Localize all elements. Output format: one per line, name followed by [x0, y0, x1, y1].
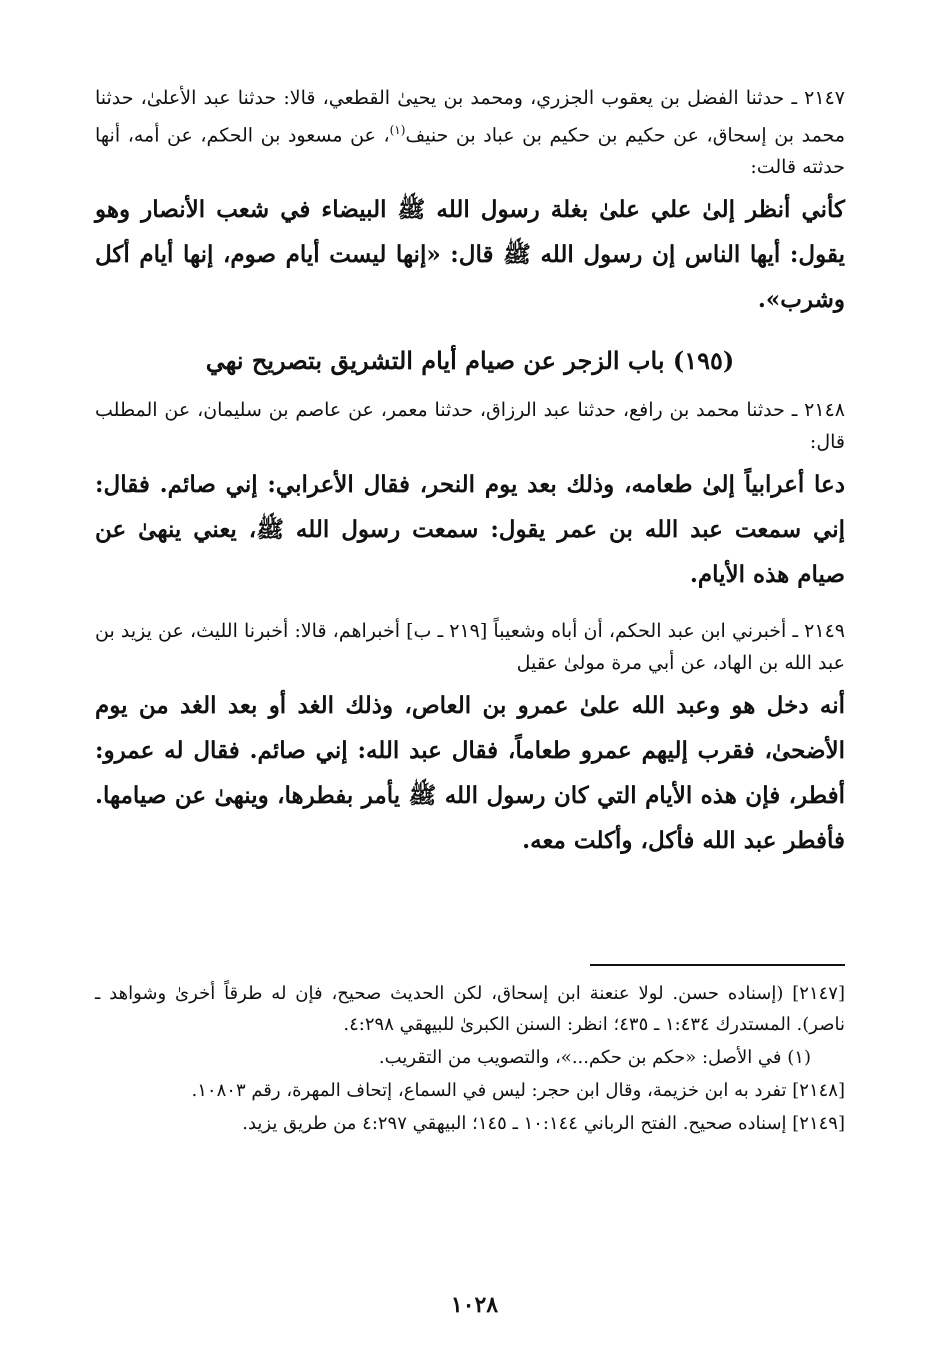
footnote-2148: [٢١٤٨] تفرد به ابن خزيمة، وقال ابن حجر: ليس في السماع، إتحاف المهرة، رقم ١٠٨٠٣.	[191, 1080, 845, 1101]
footnotes	[95, 978, 845, 1141]
main-text	[95, 82, 845, 881]
footnote-2149: [٢١٤٩] إسناده صحيح. الفتح الرباني ١٠:١٤٤ ـ ١٤٥؛ البيهقي ٤:٢٩٧ من طريق يزيد.	[242, 1113, 845, 1134]
hadith-2147-isnad	[95, 82, 845, 183]
hadith-2148-matn: دعا أعرابياً إلىٰ طعامه، وذلك بعد يوم النحر، فقال الأعرابي: إني صائم. فقال: إني سمعت عبد الله بن عمر يقول: سمعت رسول الله ﷺ، يعني ينهىٰ عن صيام هذه الأيام.	[95, 471, 845, 589]
footnote-divider	[590, 964, 845, 966]
footnote-marker-1: (١)	[389, 123, 406, 137]
page-number: ١٠٢٨	[450, 1292, 499, 1318]
chapter-heading: (١٩٥) باب الزجر عن صيام أيام التشريق بتصريح نهي	[205, 346, 735, 376]
footnote-1: (١) في الأصل: «حكم بن حكم...»، والتصويب من التقريب.	[378, 1047, 811, 1068]
footnote-2147: [٢١٤٧] (إسناده حسن. لولا عنعنة ابن إسحاق، لكن الحديث صحيح، فإن له طرقاً أخرىٰ وشواهد ـ ناصر). المستدرك ١:٤٣٤ ـ ٤٣٥؛ انظر: السنن الكبرىٰ للبيهقي ٤:٢٩٨.	[95, 983, 845, 1035]
hadith-2147-isnad-post: ، عن مسعود بن الحكم، عن أمه، أنها حدثته قالت:	[95, 124, 845, 179]
hadith-2149-isnad: ٢١٤٩ ـ أخبرني ابن عبد الحكم، أن أباه وشعيباً [٢١٩ ـ ب] أخبراهم، قالا: أخبرنا الليث، عن يزيد بن عبد الله بن الهاد، عن أبي مرة مولىٰ عقيل	[95, 620, 845, 675]
hadith-2148-isnad: ٢١٤٨ ـ حدثنا محمد بن رافع، حدثنا عبد الرزاق، حدثنا معمر، عن عاصم بن سليمان، عن المطلب قال:	[95, 399, 845, 454]
hadith-2147-isnad-pre: ٢١٤٧ ـ حدثنا الفضل بن يعقوب الجزري، ومحمد بن يحيىٰ القطعي، قالا: حدثنا عبد الأعلىٰ، حدثنا محمد بن إسحاق، عن حكيم بن حكيم بن عباد بن حنيف	[95, 87, 845, 147]
hadith-2147-matn: كأني أنظر إلىٰ علي علىٰ بغلة رسول الله ﷺ البيضاء في شعب الأنصار وهو يقول: أيها الناس إن رسول الله ﷺ قال: «إنها ليست أيام صوم، إنها أيام أكل وشرب».	[95, 196, 845, 314]
hadith-2149-matn: أنه دخل هو وعبد الله علىٰ عمرو بن العاص، وذلك الغد أو بعد الغد من يوم الأضحىٰ، فقرب إليهم عمرو طعاماً، فقال عبد الله: إني صائم. فقال له عمرو: أفطر، فإن هذه الأيام التي كان رسول الله ﷺ يأمر بفطرها، وينهىٰ عن صيامها. فأفطر عبد الله فأكل، وأكلت معه.	[95, 692, 845, 855]
